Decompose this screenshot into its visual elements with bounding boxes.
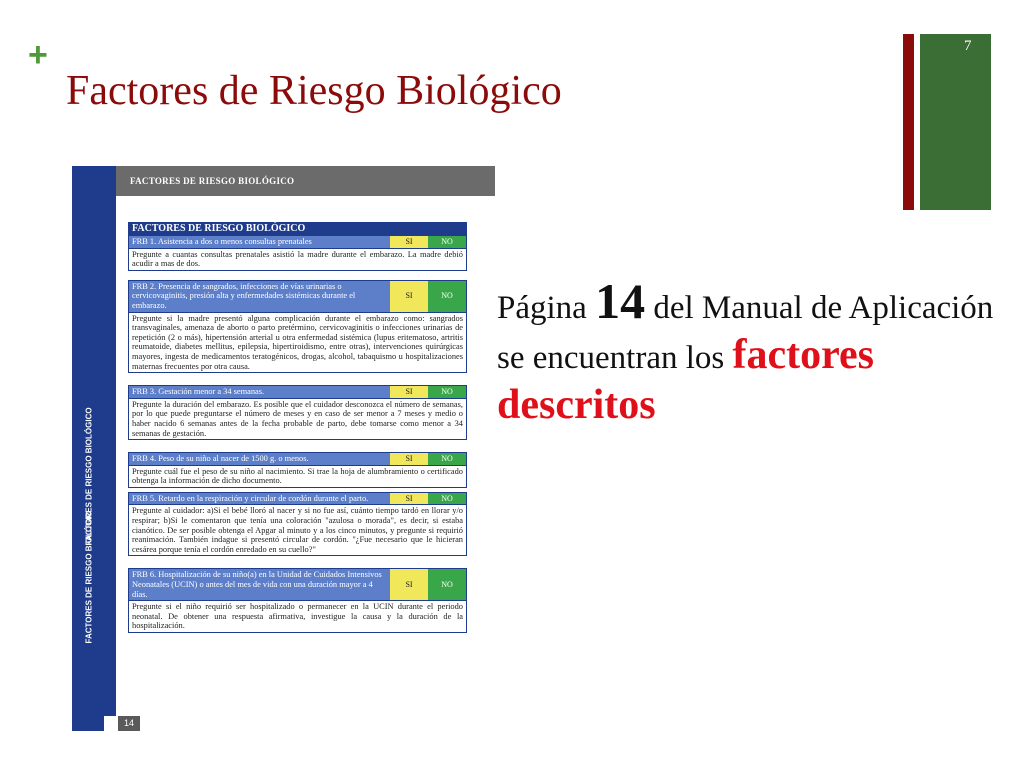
no-cell: NO [428, 281, 466, 312]
table-row-question [128, 568, 467, 600]
desc-page-number: 14 [595, 273, 646, 329]
question-text: FRB 3. Gestación menor a 34 semanas. [132, 387, 265, 397]
yes-cell: SI [390, 281, 428, 312]
question-text: FRB 4. Peso de su niño al nacer de 1500 g. o menos. [132, 454, 309, 464]
yes-cell: SI [390, 236, 428, 248]
doc-side-tab [104, 166, 116, 716]
table-row-question [128, 452, 467, 465]
manual-page-image [72, 166, 495, 731]
table-row-guidance: Pregunte la duración del embarazo. Es posible que el cuidador desconozca el número de semanas, por lo que puede preguntarse el número de meses y en caso de ser menor a 7 meses y medio o haber nacido 6 semanas antes de la fecha probable de parto, debe tomarse como menor a 34 semanas de gestación. [128, 398, 467, 440]
table-row-guidance: Pregunte a cuantas consultas prenatales asistió la madre durante el embarazo. La madre debió acudir a mas de dos. [128, 248, 467, 271]
accent-bar-green [920, 34, 991, 210]
question-text: FRB 6. Hospitalización de su niño(a) en la Unidad de Cuidados Intensivos Neonatales (UCIN) o antes del mes de vida con una duración mayor a 4 días. [132, 570, 382, 599]
desc-highlight: factores descritos [497, 332, 874, 428]
doc-side-label-2: FACTORES DE RIESGO BIOLÓGIC [84, 511, 94, 644]
desc-part1: Página [497, 290, 587, 326]
yes-cell: SI [390, 569, 428, 600]
no-cell: NO [428, 236, 466, 248]
plus-icon: + [28, 36, 48, 74]
no-cell: NO [428, 569, 466, 600]
table-title: FACTORES DE RIESGO BIOLÓGICO [128, 222, 467, 235]
question-text: FRB 5. Retardo en la respiración y circular de cordón durante el parto. [132, 493, 369, 503]
no-cell: NO [428, 493, 466, 505]
table-row-guidance: Pregunte cuál fue el peso de su niño al nacimiento. Si trae la hoja de alumbramiento o certificado obtenga la información de dicho documento. [128, 465, 467, 488]
table-row-guidance: Pregunte si la madre presentó alguna complicación durante el embarazo como: sangrados transvaginales, amenaza de aborto o parto pretérmino, cervicovaginitis o infecciones urinarias de repetición (2 o más), hipertensión arterial u otra enfermedad sistémica (lupus eritematoso, artritis reumatoide, diabetes mellitus, epilepsia, hipertiroidismo, entre otras), intervenciones quirúrgicas mayores, ingesta de medicamentos teratogénicos, drogas, alcohol, tabaquismo u hospitalizaciones maternas frecuentes por otra causa. [128, 312, 467, 374]
desc-part2: del Manual de Aplicación se encuentran los [497, 290, 994, 376]
slide-description [497, 273, 997, 432]
no-cell: NO [428, 386, 466, 398]
doc-header: FACTORES DE RIESGO BIOLÓGICO [116, 166, 495, 196]
accent-bar-red [903, 34, 914, 210]
question-text: FRB 1. Asistencia a dos o menos consultas prenatales [132, 237, 312, 246]
no-cell: NO [428, 453, 466, 465]
table-row-guidance: Pregunte al cuidador: a)Si el bebé lloró al nacer y si no fue así, cuánto tiempo tardó en llorar y/o respirar; b)Si le comentaron que tenía una coloración "azulosa o morada", es decir, si estaba cianótico. De ser posible obtenga el Apgar al minuto y a los cinco minutos, y pregunte si requirió reanimación. También indague si presentó circular de cordón. "¿Fue necesario que le hicieran cesárea porque tenía el cordón enredado en su cuello?" [128, 504, 467, 556]
yes-cell: SI [390, 493, 428, 505]
table-row-question [128, 492, 467, 505]
slide-number: 7 [964, 38, 972, 54]
yes-cell: SI [390, 453, 428, 465]
table-row-question [128, 385, 467, 398]
table-row-question [128, 235, 467, 248]
table-row-guidance: Pregunte si el niño requirió ser hospitalizado o permanecer en la UCIN durante el periodo neonatal. De obtener una respuesta afirmativa, investigue la causa y la duración de la hospitalización. [128, 600, 467, 633]
doc-page-number: 14 [118, 716, 140, 731]
slide-title: Factores de Riesgo Biológico [66, 68, 562, 114]
risk-factor-table [128, 222, 467, 633]
yes-cell: SI [390, 386, 428, 398]
question-text: FRB 2. Presencia de sangrados, infecciones de vías urinarias o cervicovaginitis, presión alta y enfermedades sistémicas durante el embarazo. [132, 281, 356, 310]
doc-side-label-1: FACTORES DE RIESGO BIOLÓGICO [84, 407, 94, 546]
table-row-question [128, 280, 467, 312]
